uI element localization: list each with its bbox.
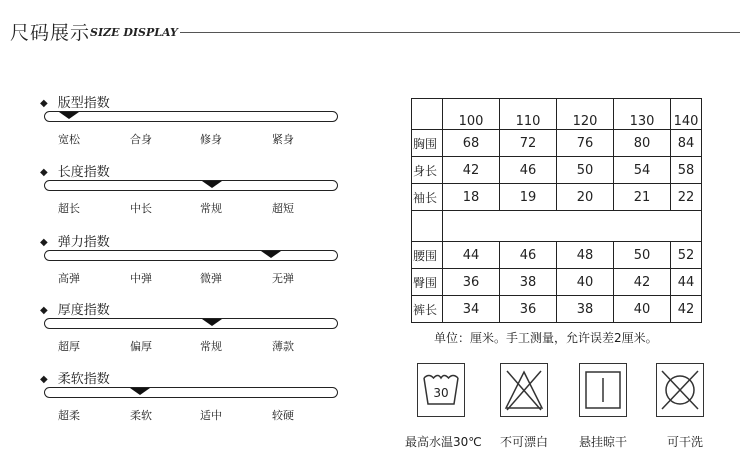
table-cell: 44 xyxy=(671,269,702,296)
index-title: 柔软指数 xyxy=(57,372,110,387)
index-label: 宽松 xyxy=(58,133,80,146)
index-label: 紧身 xyxy=(272,133,294,146)
index-label: 薄款 xyxy=(272,340,294,353)
table-cell: 40 xyxy=(557,269,614,296)
table-cell: 38 xyxy=(557,296,614,323)
care-label: 可干洗 xyxy=(667,435,704,449)
table-cell: 22 xyxy=(671,184,702,211)
size-header: 110 xyxy=(500,99,557,130)
bullet-icon: ◆ xyxy=(40,374,48,385)
table-corner xyxy=(412,99,443,130)
index-label: 较硬 xyxy=(272,409,294,422)
index-marker xyxy=(202,319,222,326)
index-label: 修身 xyxy=(200,133,222,146)
index-bar xyxy=(44,180,338,191)
table-cell: 36 xyxy=(500,296,557,323)
index-title: 长度指数 xyxy=(57,165,110,180)
table-cell: 34 xyxy=(443,296,500,323)
row-label: 袖长 xyxy=(412,184,443,211)
index-thickness xyxy=(40,299,340,359)
index-bar xyxy=(44,387,338,398)
table-row xyxy=(412,296,702,323)
row-label: 裤长 xyxy=(412,296,443,323)
hang-dry-icon xyxy=(579,363,627,417)
table-cell: 18 xyxy=(443,184,500,211)
index-title: 版型指数 xyxy=(57,96,110,111)
care-label: 不可漂白 xyxy=(500,435,549,449)
index-label: 超短 xyxy=(272,202,294,215)
index-bar xyxy=(44,318,338,329)
table-cell: 46 xyxy=(500,157,557,184)
bullet-icon: ◆ xyxy=(40,167,48,178)
index-label: 中长 xyxy=(130,202,152,215)
wash-temp: 30 xyxy=(433,386,449,400)
row-label: 身长 xyxy=(412,157,443,184)
size-table xyxy=(411,98,702,323)
index-bar xyxy=(44,111,338,122)
table-row xyxy=(412,269,702,296)
bullet-icon: ◆ xyxy=(40,305,48,316)
bullet-icon: ◆ xyxy=(40,237,48,248)
page-title: 尺码展示 xyxy=(10,22,91,44)
index-label: 超厚 xyxy=(58,340,80,353)
index-label: 微弹 xyxy=(200,272,222,285)
table-header-row xyxy=(412,99,702,130)
page-subtitle: SIZE DISPLAY xyxy=(90,26,178,39)
table-cell: 76 xyxy=(557,130,614,157)
no-bleach-icon xyxy=(500,363,548,417)
table-cell: 42 xyxy=(614,269,671,296)
care-label: 最高水温30℃ xyxy=(405,435,482,449)
table-cell: 54 xyxy=(614,157,671,184)
table-row xyxy=(412,157,702,184)
table-cell: 38 xyxy=(500,269,557,296)
table-row xyxy=(412,184,702,211)
row-label: 胸围 xyxy=(412,130,443,157)
index-label: 中弹 xyxy=(130,272,152,285)
index-marker xyxy=(130,388,150,395)
table-cell: 48 xyxy=(557,242,614,269)
index-label: 常规 xyxy=(200,340,222,353)
table-row xyxy=(412,130,702,157)
table-cell: 42 xyxy=(671,296,702,323)
table-row xyxy=(412,242,702,269)
index-label: 无弹 xyxy=(272,272,294,285)
care-label: 悬挂晾干 xyxy=(579,435,628,449)
index-label: 偏厚 xyxy=(130,340,152,353)
table-spacer-row xyxy=(412,211,702,242)
table-cell: 68 xyxy=(443,130,500,157)
size-header: 100 xyxy=(443,99,500,130)
index-title: 弹力指数 xyxy=(57,235,110,250)
index-fit xyxy=(40,92,340,152)
size-header: 120 xyxy=(557,99,614,130)
index-marker xyxy=(59,112,79,119)
table-cell: 42 xyxy=(443,157,500,184)
row-label: 腰围 xyxy=(412,242,443,269)
index-label: 常规 xyxy=(200,202,222,215)
index-title: 厚度指数 xyxy=(57,303,110,318)
index-label: 超柔 xyxy=(58,409,80,422)
table-cell: 21 xyxy=(614,184,671,211)
index-label: 超长 xyxy=(58,202,80,215)
index-label: 合身 xyxy=(130,133,152,146)
size-header: 130 xyxy=(614,99,671,130)
table-cell: 40 xyxy=(614,296,671,323)
table-cell: 46 xyxy=(500,242,557,269)
index-elasticity xyxy=(40,231,340,291)
table-cell: 52 xyxy=(671,242,702,269)
size-header: 140 xyxy=(671,99,702,130)
table-cell: 20 xyxy=(557,184,614,211)
title-divider xyxy=(180,32,740,33)
table-cell: 58 xyxy=(671,157,702,184)
table-cell: 84 xyxy=(671,130,702,157)
index-label: 适中 xyxy=(200,409,222,422)
bullet-icon: ◆ xyxy=(40,98,48,109)
index-marker xyxy=(261,251,281,258)
dry-clean-icon xyxy=(656,363,704,417)
index-softness xyxy=(40,368,340,428)
index-label: 高弹 xyxy=(58,272,80,285)
table-cell: 50 xyxy=(614,242,671,269)
unit-note: 单位：厘米。手工测量，允许误差2厘米。 xyxy=(434,331,658,345)
index-marker xyxy=(202,181,222,188)
table-cell: 80 xyxy=(614,130,671,157)
index-length xyxy=(40,161,340,221)
wash-30-icon xyxy=(417,363,465,417)
table-cell: 19 xyxy=(500,184,557,211)
index-bar xyxy=(44,250,338,261)
table-cell: 44 xyxy=(443,242,500,269)
table-cell: 50 xyxy=(557,157,614,184)
row-label: 臀围 xyxy=(412,269,443,296)
table-cell: 36 xyxy=(443,269,500,296)
table-cell: 72 xyxy=(500,130,557,157)
index-label: 柔软 xyxy=(130,409,152,422)
